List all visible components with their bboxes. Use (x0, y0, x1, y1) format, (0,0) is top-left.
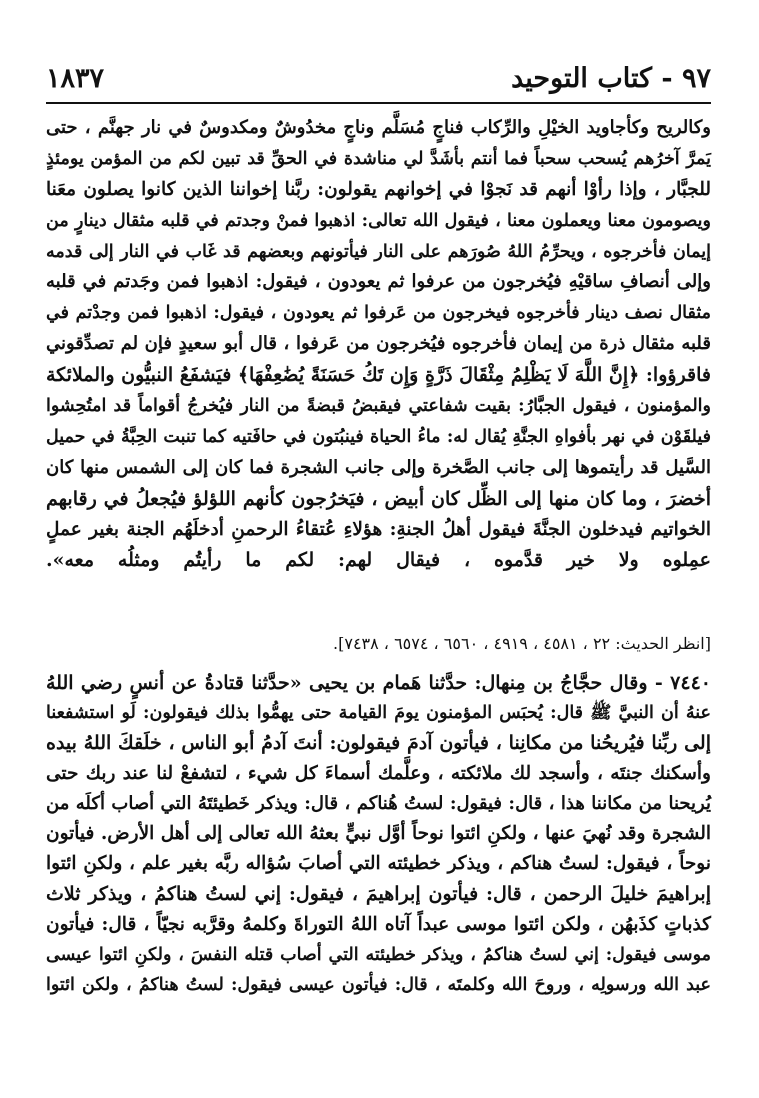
text-line: أخضرَ ، وما كان منها إلى الظِّل كان أبيض ، فيَخرُجون كأنهم اللؤلؤ فيُجعلُ في رقابهم (46, 487, 711, 510)
text-line: نوحاً ، فيقول: لستُ هناكم ، ويذكر خطيئته التي أصابَ سُؤاله ربَّه بغير علم ، ولكنِ ائتوا (46, 853, 711, 875)
page-number: ١٨٣٧ (46, 62, 105, 94)
text-line: فاقرؤوا: ﴿إِنَّ اللَّهَ لَا يَظْلِمُ مِثْقَالَ ذَرَّةٍ وَإِن تَكُ حَسَنَةً يُضَٰعِفْهَا﴾ فيَشفَعُ النبيُّون والملائكة (46, 364, 711, 387)
text-line: عمِلوه ولا خير قدَّموه ، فيقال لهم: لكم ما رأيتُم ومثلُه معه». (46, 549, 711, 572)
text-line: وكالريح وكأجاويد الخيْلِ والرِّكاب فناجٍ مُسَلَّم وناجٍ مخدُوشٌ ومكدوسٌ في نار جهنَّم ، حتى (46, 117, 711, 138)
text-line: ويصومون معنا ويعملون معنا ، فيقول الله تعالى: اذهبوا فمنْ وجدتم في قلبه مثقال دينارٍ من (46, 210, 711, 231)
hadith-text-continued (46, 113, 711, 576)
text-line: ٧٤٤٠ - وقال حجَّاجُ بن مِنهال: حدَّثنا هَمام بن يحيى «حدَّثنا قتادةُ عن أنسٍ رضي اللهُ (46, 672, 711, 694)
text-line: وأسكنك جنتَه ، وأسجد لك ملائكته ، وعلَّمك أسماءَ كل شيء ، لتشفعْ لنا عند ربك حتى (46, 762, 711, 784)
text-line: يَمرَّ آخرُهم يُسحب سحباً فما أنتم بأشَدَّ لي مناشدة في الحقِّ قد تبين لكم من المؤمن يومئذٍ (46, 148, 711, 169)
text-line: إلى ربِّنا فيُريحُنا من مكانِنا ، فيأتون آدمَ فيقولون: أنتَ آدمُ أبو الناس ، خلَقكَ اللهُ بيده (46, 732, 711, 755)
text-line: وإلى أنصافِ ساقيْهِ فيُخرجون من عرفوا ثم يعودون ، فيقول: اذهبوا فمن وجَدتم في قلبه (46, 271, 711, 293)
text-line: يُريحنا من مكاننا هذا ، قال: فيقول: لستُ هُناكم ، قال: ويذكر خَطيئتَهُ التي أصاب أكلَه من (46, 792, 711, 814)
header-rule (46, 102, 711, 104)
text-line: الخواتيم فيدخلون الجنَّةَ فيقول أهلُ الجنةِ: هؤلاءِ عُتقاءُ الرحمنِ أدخلَهُم الجنة بغير عملٍ (46, 518, 711, 540)
text-line: للجبَّار ، وإذا رأوْا أنهم قد نَجوْا في إخوانهم يقولون: ربَّنا إخواننا الذين كانوا يصلون معَنا (46, 178, 711, 200)
text-line: إبراهيمَ خليلَ الرحمن ، قال: فيأتون إبراهيمَ ، فيقول: إني لستُ هناكمُ ، ويذكر ثلاث (46, 883, 711, 906)
text-line: الشجرة وقد نُهيَ عنها ، ولكنِ ائتوا نوحاً أوَّل نبيٍّ بعثهُ الله تعالى إلى أهل الأرض. فيأتون (46, 822, 711, 844)
page-header (46, 56, 711, 100)
text-line: عنهُ أن النبيَّ ﷺ قال: يُحبَس المؤمنون يومَ القيامة حتى يهمُّوا بذلك فيقولون: لَو استشفعنا (46, 703, 711, 724)
text-line: إيمان فأخرجوه ، ويحرِّمُ اللهُ صُورَهم على النار فيأتونهم وبعضهم قد غَاب في النار إلى قدمه (46, 241, 711, 262)
hadith-7440 (46, 668, 711, 1000)
text-line: عبد الله ورسولِه ، وروحَ الله وكلمتَه ، قال: فيأتون عيسى فيقول: لستُ هناكمُ ، ولكن ائتوا (46, 974, 711, 995)
text-line: كذباتٍ كذَبهُن ، ولكن ائتوا موسى عبداً آتاه اللهُ التوراةَ وكلمهُ وقرَّبه نجيّاً ، قال: فيأتون (46, 913, 711, 935)
text-line: موسى فيقول: إني لستُ هناكمُ ، ويذكر خطيئته التي أصاب قتله النفسَ ، ولكنِ ائتوا عيسى (46, 944, 711, 965)
text-line: قلبه مثقال ذرة من إيمان فأخرجوه فيُخرجون من عَرفوا ، قال أبو سعيدٍ فإن لم تصدِّقوني (46, 333, 711, 355)
text-line: مثقال نصف دينار فأخرجوه فيخرجون من عَرفوا ثم يعودون ، فيقول: اذهبوا فمن وجدْتم في (46, 303, 711, 324)
text-line: السَّيل قد رأيتموها إلى جانب الصَّخرة وإلى جانب الشجرة فما كان إلى الشمس منها كان (46, 456, 711, 478)
running-title: ٩٧ - كتاب التوحيد (511, 62, 711, 94)
text-line: والمؤمنون ، فيقول الجبَّارُ: بقيت شفاعتي فيقبضُ قبضةً من النار فيُخرجُ أقواماً قد امتُحِشوا (46, 396, 711, 417)
hadith-cross-reference: [انظر الحديث: ٢٢ ، ٤٥٨١ ، ٤٩١٩ ، ٦٥٦٠ ، ٦٥٧٤ ، ٧٤٣٨]. (333, 634, 711, 653)
text-line: فيلقَوْن في نهر بأفواهِ الجنَّةِ يُقال له: ماءُ الحياة فينبُتون في حافَتيه كما تنبت الحِبَّةُ في حميل (46, 426, 711, 447)
